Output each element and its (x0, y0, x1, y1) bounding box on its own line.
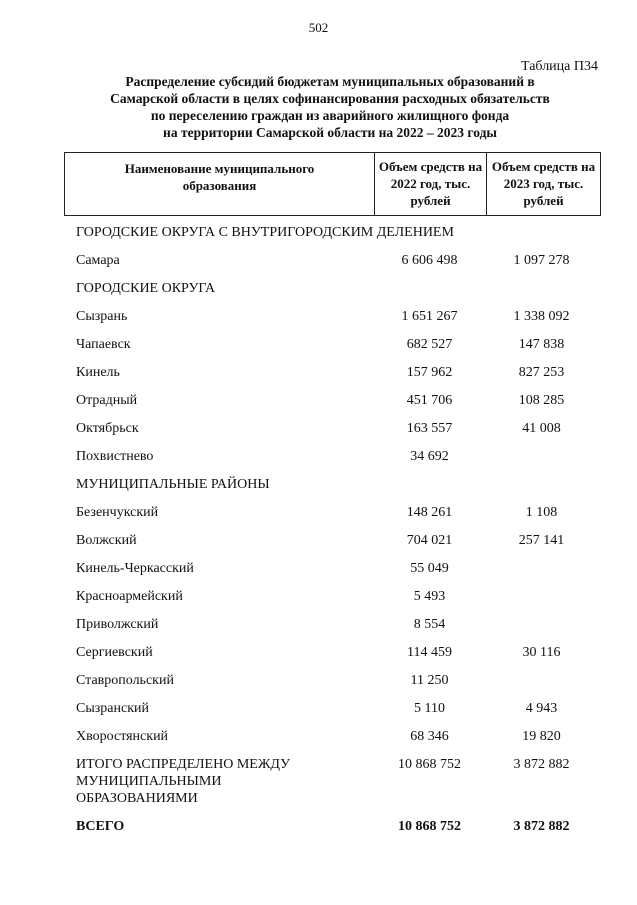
table-title (60, 73, 600, 141)
value-2022: 1 651 267 (401, 309, 458, 324)
value-2023: 257 141 (518, 533, 565, 548)
title-line: на территории Самарской области на 2022 – 2023 годы (163, 125, 497, 140)
value-2022: 6 606 498 (401, 253, 458, 268)
value-2023: 3 872 882 (513, 757, 570, 772)
value-2023: 1 097 278 (513, 253, 570, 268)
row-name: Сызранский (76, 701, 149, 716)
value-2022: 5 493 (413, 589, 446, 604)
value-2022: 163 557 (406, 421, 453, 436)
header-2023: Объем средств на 2023 год, тыс. рублей (491, 159, 596, 208)
value-2022: 451 706 (406, 393, 453, 408)
table-label: Таблица П34 (521, 59, 598, 74)
value-2023: 41 008 (522, 421, 561, 436)
row-name: МУНИЦИПАЛЬНЫЕ РАЙОНЫ (76, 477, 270, 492)
title-line: Распределение субсидий бюджетам муниципальных образований в (125, 74, 535, 89)
row-name: Кинель-Черкасский (76, 561, 194, 576)
row-name: ВСЕГО (76, 819, 125, 834)
value-2022: 10 868 752 (398, 819, 461, 834)
value-2023: 4 943 (525, 701, 558, 716)
value-2022: 704 021 (406, 533, 453, 548)
value-2023: 827 253 (518, 365, 565, 380)
row-name: ГОРОДСКИЕ ОКРУГА (76, 281, 216, 296)
row-name: ИТОГО РАСПРЕДЕЛЕНО МЕЖДУ МУНИЦИПАЛЬНЫМИ ОБРАЗОВАНИЯМИ (76, 757, 290, 806)
value-2023: 147 838 (518, 337, 565, 352)
table-header (64, 152, 601, 216)
header-2022: Объем средств на 2022 год, тыс. рублей (375, 153, 487, 215)
value-2023: 3 872 882 (513, 819, 570, 834)
value-2023: 108 285 (518, 393, 565, 408)
row-name: Приволжский (76, 617, 159, 632)
value-2023: 19 820 (522, 729, 561, 744)
value-2022: 682 527 (406, 337, 453, 352)
row-name: Безенчукский (76, 505, 159, 520)
value-2023: 30 116 (522, 645, 561, 660)
value-2022: 148 261 (406, 505, 453, 520)
value-2022: 8 554 (413, 617, 446, 632)
row-name: Сызрань (76, 309, 128, 324)
row-name: Самара (76, 253, 120, 268)
value-2022: 157 962 (406, 365, 453, 380)
value-2022: 11 250 (410, 673, 449, 688)
row-name: Похвистнево (76, 449, 154, 464)
value-2023: 1 338 092 (513, 309, 570, 324)
row-name: Отрадный (76, 393, 138, 408)
value-2022: 68 346 (410, 729, 449, 744)
row-name: Ставропольский (76, 673, 174, 688)
row-name: ГОРОДСКИЕ ОКРУГА С ВНУТРИГОРОДСКИМ ДЕЛЕНИЕМ (76, 225, 454, 240)
row-name: Хворостянский (76, 729, 169, 744)
row-name: Сергиевский (76, 645, 153, 660)
row-name: Октябрьск (76, 421, 139, 436)
value-2022: 55 049 (410, 561, 449, 576)
row-name: Красноармейский (76, 589, 183, 604)
row-name: Чапаевск (76, 337, 131, 352)
value-2022: 34 692 (410, 449, 449, 464)
row-name: Волжский (76, 533, 137, 548)
title-line: Самарской области в целях софинансирования расходных обязательств (110, 91, 550, 106)
header-name: Наименование муниципального образования (65, 153, 375, 215)
value-2022: 5 110 (414, 701, 445, 716)
value-2023: 1 108 (525, 505, 558, 520)
title-line: по переселению граждан из аварийного жилищного фонда (150, 108, 510, 123)
page-number: 502 (308, 20, 329, 35)
value-2022: 114 459 (407, 645, 452, 660)
value-2022: 10 868 752 (398, 757, 461, 772)
row-name: Кинель (76, 365, 120, 380)
